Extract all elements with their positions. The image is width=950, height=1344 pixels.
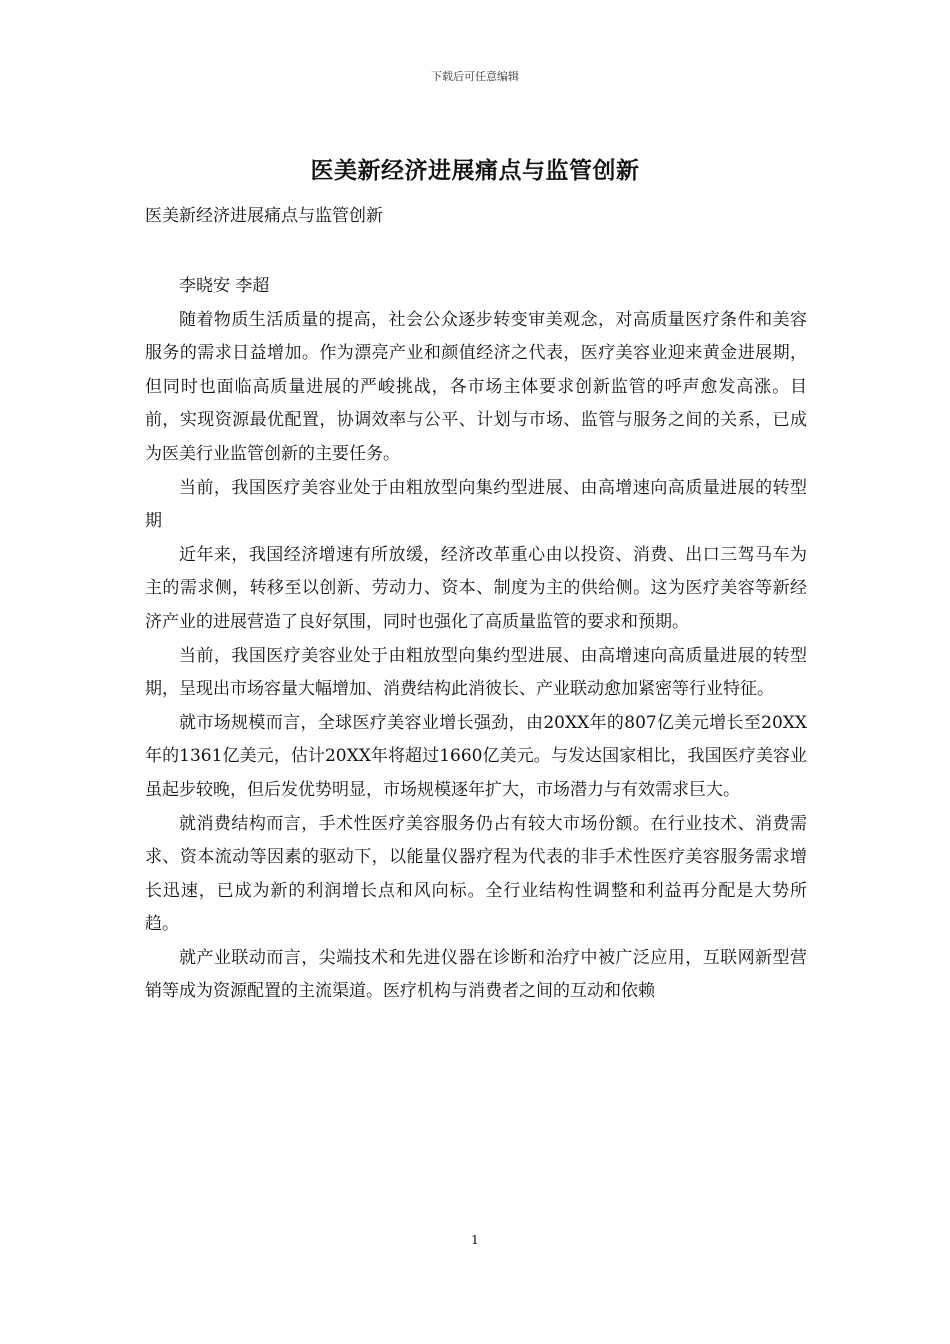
paragraph: 当前，我国医疗美容业处于由粗放型向集约型进展、由高增速向高质量进展的转型期 [145, 477, 807, 532]
document-body [145, 270, 807, 1009]
paragraph: 就消费结构而言，手术性医疗美容服务仍占有较大市场份额。在行业技术、消费需求、资本流动等因素的驱动下，以能量仪器疗程为代表的非手术性医疗美容服务需求增长迅速，已成为新的利润增长点和风向标。全行业结构性调整和利益再分配是大势所趋。 [145, 813, 807, 935]
paragraph: 就产业联动而言，尖端技术和先进仪器在诊断和治疗中被广泛应用，互联网新型营销等成为资源配置的主流渠道。医疗机构与消费者之间的互动和依赖 [145, 947, 807, 1002]
document-title: 医美新经济进展痛点与监管创新 [310, 157, 640, 184]
paragraph: 当前，我国医疗美容业处于由粗放型向集约型进展、由高增速向高质量进展的转型期，呈现出市场容量大幅增加、消费结构此消彼长、产业联动愈加紧密等行业特征。 [145, 645, 807, 700]
paragraph: 就市场规模而言，全球医疗美容业增长强劲，由20XX年的807亿美元增长至20XX年的1361亿美元，估计20XX年将超过1660亿美元。与发达国家相比，我国医疗美容业虽起步较晚，但后发优势明显，市场规模逐年扩大，市场潜力与有效需求巨大。 [145, 712, 807, 800]
paragraph: 随着物质生活质量的提高，社会公众逐步转变审美观念，对高质量医疗条件和美容服务的需求日益增加。作为漂亮产业和颜值经济之代表，医疗美容业迎来黄金进展期，但同时也面临高质量进展的严峻挑战，各市场主体要求创新监管的呼声愈发高涨。目前，实现资源最优配置，协调效率与公平、计划与市场、监管与服务之间的关系，已成为医美行业监管创新的主要任务。 [145, 309, 807, 464]
document-subtitle: 医美新经济进展痛点与监管创新 [145, 206, 383, 226]
page-number: 1 [471, 1233, 479, 1247]
paragraph: 近年来，我国经济增速有所放缓，经济改革重心由以投资、消费、出口三驾马车为主的需求侧，转移至以创新、劳动力、资本、制度为主的供给侧。这为医疗美容等新经济产业的进展营造了良好氛围，同时也强化了高质量监管的要求和预期。 [145, 544, 807, 632]
header-note: 下载后可任意编辑 [431, 70, 519, 83]
authors-line: 李晓安 李超 [179, 276, 270, 296]
